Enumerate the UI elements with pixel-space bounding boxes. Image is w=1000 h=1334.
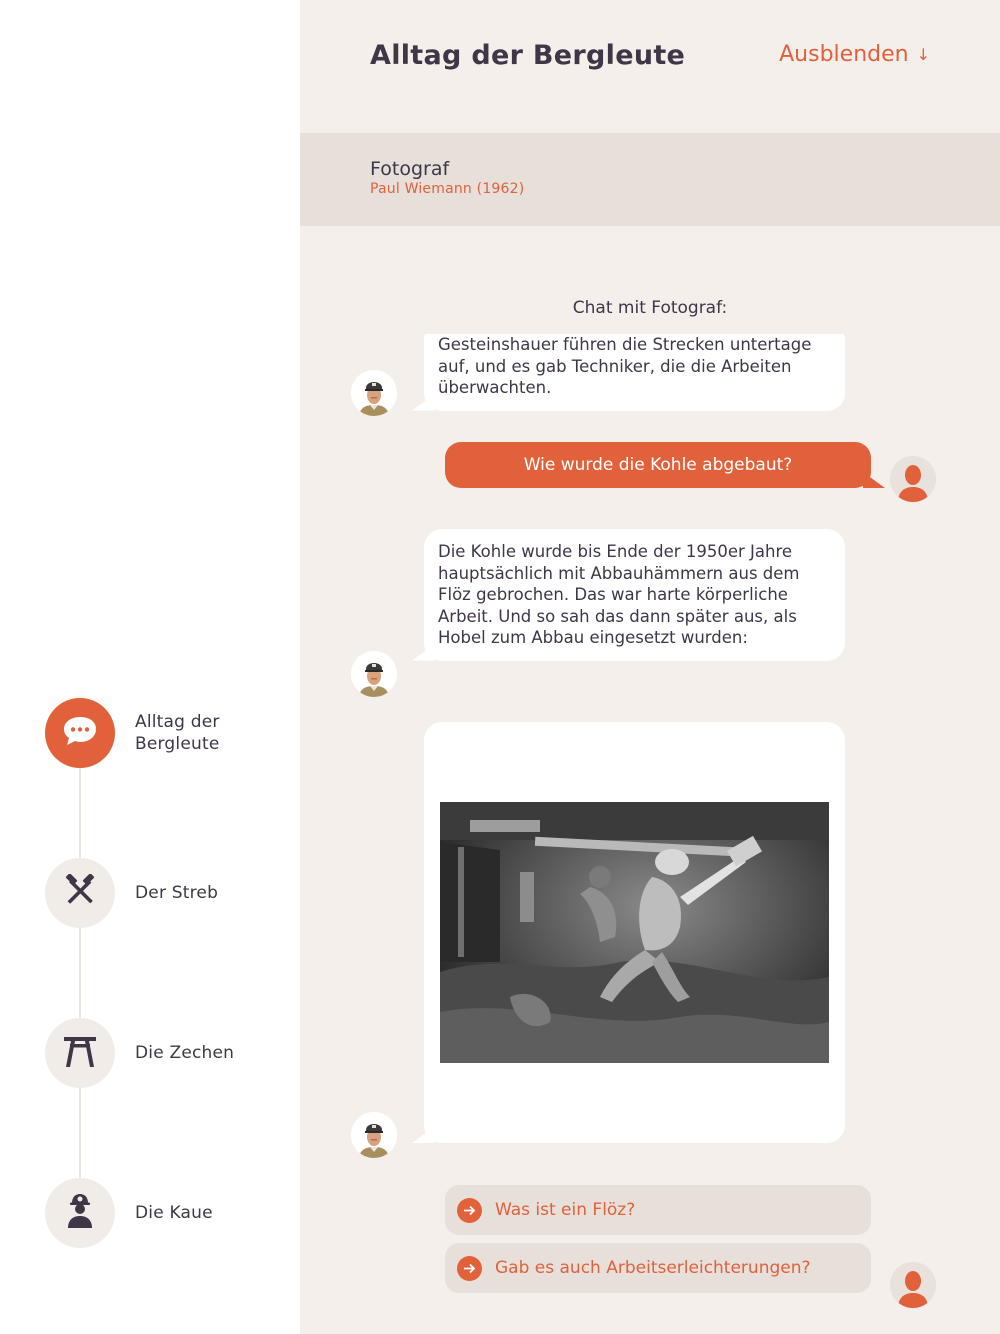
- bot-message: [424, 529, 845, 661]
- user-message: [445, 442, 871, 488]
- nav-label: Die Zechen: [135, 1043, 235, 1063]
- chapter-navigation: [0, 0, 300, 1334]
- answer-option-text: Was ist ein Flöz?: [495, 1200, 636, 1220]
- chat-area[interactable]: [300, 334, 1000, 1334]
- mining-photo[interactable]: [440, 802, 829, 1063]
- answer-option[interactable]: [445, 1243, 871, 1293]
- arrow-down-icon: ↓: [916, 45, 930, 64]
- nav-item-zechen[interactable]: [45, 1018, 285, 1088]
- photographer-label: Fotograf: [370, 158, 450, 180]
- miner-avatar-icon: [351, 651, 397, 697]
- miner-helmet-icon: [62, 1192, 98, 1234]
- chat-bubble-icon: [62, 715, 98, 751]
- answer-option[interactable]: [445, 1185, 871, 1235]
- nav-item-streb[interactable]: [45, 858, 285, 928]
- nav-label: Alltag der Bergleute: [135, 712, 220, 754]
- nav-label: Der Streb: [135, 883, 219, 903]
- miner-avatar-icon: [351, 1112, 397, 1158]
- user-avatar-icon: [890, 456, 936, 502]
- user-avatar-icon: [890, 1262, 936, 1308]
- nav-item-alltag[interactable]: [45, 698, 285, 768]
- page-title: Alltag der Bergleute: [370, 40, 686, 71]
- message-text: Gesteinshauer führen die Strecken untertage auf, und es gab Techniker, die die Arbeiten überwachten.: [438, 335, 812, 397]
- nav-item-kaue[interactable]: [45, 1178, 285, 1248]
- photographer-name: Paul Wiemann (1962): [370, 181, 525, 197]
- miner-avatar-icon: [351, 370, 397, 416]
- bot-message: [424, 334, 845, 411]
- nav-label: Die Kaue: [135, 1203, 213, 1223]
- panel-header: [300, 0, 1000, 133]
- answer-option-text: Gab es auch Arbeitserleichterungen?: [495, 1258, 811, 1278]
- arrow-right-icon: [457, 1256, 482, 1281]
- hide-button[interactable]: [779, 42, 930, 67]
- hide-label: Ausblenden: [779, 42, 909, 67]
- chat-title: Chat mit Fotograf:: [572, 298, 728, 318]
- photographer-bar: [300, 133, 1000, 226]
- content-panel: [300, 0, 1000, 1334]
- nav-circle: [45, 858, 115, 928]
- message-text: Wie wurde die Kohle abgebaut?: [523, 455, 793, 475]
- nav-circle: [45, 1018, 115, 1088]
- arrow-right-icon: [457, 1198, 482, 1223]
- nav-circle-active: [45, 698, 115, 768]
- nav-circle: [45, 1178, 115, 1248]
- crossed-hammers-icon: [63, 874, 97, 912]
- message-text: Die Kohle wurde bis Ende der 1950er Jahre hauptsächlich mit Abbauhämmern aus dem Flöz gebrochen. Das war harte körperliche Arbeit. Und so sah das dann später aus, als Hobel zum Abbau eingesetzt wurden:: [438, 542, 800, 647]
- timeline-line: [79, 768, 81, 1178]
- headframe-icon: [62, 1034, 98, 1072]
